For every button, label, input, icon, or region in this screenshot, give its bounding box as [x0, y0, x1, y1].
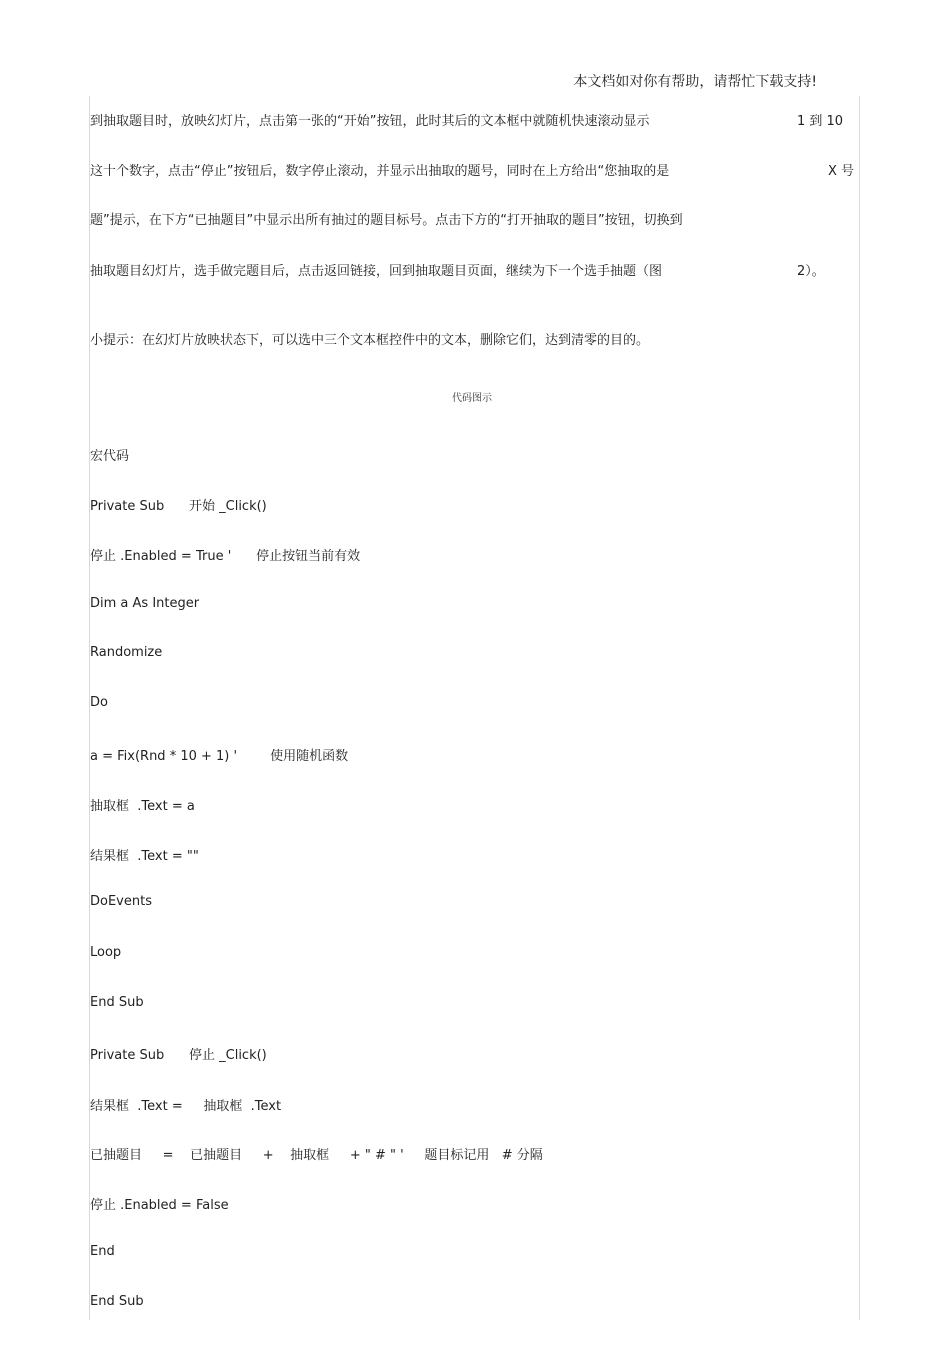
- code-line-7: a = Fix(Rnd * 10 + 1) ' 使用随机函数: [90, 749, 349, 764]
- paragraph-line-2-tail: X 号: [828, 164, 855, 179]
- paragraph-line-4-tail: 2）。: [797, 264, 825, 279]
- paragraph-line-4: 抽取题目幻灯片，选手做完题目后，点击返回链接，回到抽取题目页面，继续为下一个选手抽题（图: [90, 264, 663, 279]
- code-line-15: 已抽题目 = 已抽题目 + 抽取框 + " # " ' 题目标记用 # 分隔: [90, 1148, 543, 1163]
- paragraph-line-1-tail: 1 到 10: [797, 114, 844, 129]
- code-line-11: Loop: [90, 945, 122, 960]
- code-line-5: Randomize: [90, 645, 163, 660]
- code-line-8: 抽取框 .Text = a: [90, 799, 195, 814]
- code-line-2: Private Sub 开始 _Click(): [90, 499, 267, 514]
- paragraph-line-2: 这十个数字，点击“停止”按钮后，数字停止滚动，并显示出抽取的题号，同时在上方给出“您抽取的是: [90, 164, 670, 179]
- code-line-10: DoEvents: [90, 894, 152, 909]
- right-margin-line: [859, 96, 860, 1320]
- code-line-17: End: [90, 1244, 115, 1259]
- code-line-18: End Sub: [90, 1294, 144, 1309]
- code-line-6: Do: [90, 695, 108, 710]
- page-header: 本文档如对你有帮助，请帮忙下载支持!: [573, 74, 817, 90]
- paragraph-line-1: 到抽取题目时，放映幻灯片，点击第一张的“开始”按钮，此时其后的文本框中就随机快速滚动显示: [90, 114, 650, 129]
- tip-text: 小提示：在幻灯片放映状态下，可以选中三个文本框控件中的文本，删除它们，达到清零的目的。: [90, 333, 650, 348]
- code-line-3: 停止 .Enabled = True ' 停止按钮当前有效: [90, 549, 361, 564]
- code-line-9: 结果框 .Text = "": [90, 849, 199, 864]
- code-line-1: 宏代码: [90, 449, 130, 464]
- code-line-12: End Sub: [90, 995, 144, 1010]
- code-line-13: Private Sub 停止 _Click(): [90, 1048, 267, 1063]
- code-line-4: Dim a As Integer: [90, 596, 200, 611]
- code-line-14: 结果框 .Text = 抽取框 .Text: [90, 1099, 282, 1114]
- paragraph-line-3: 题”提示，在下方“已抽题目”中显示出所有抽过的题目标号。点击下方的“打开抽取的题目”按钮，切换到: [90, 213, 683, 228]
- code-line-16: 停止 .Enabled = False: [90, 1198, 229, 1213]
- figure-caption: 代码图示: [452, 393, 492, 404]
